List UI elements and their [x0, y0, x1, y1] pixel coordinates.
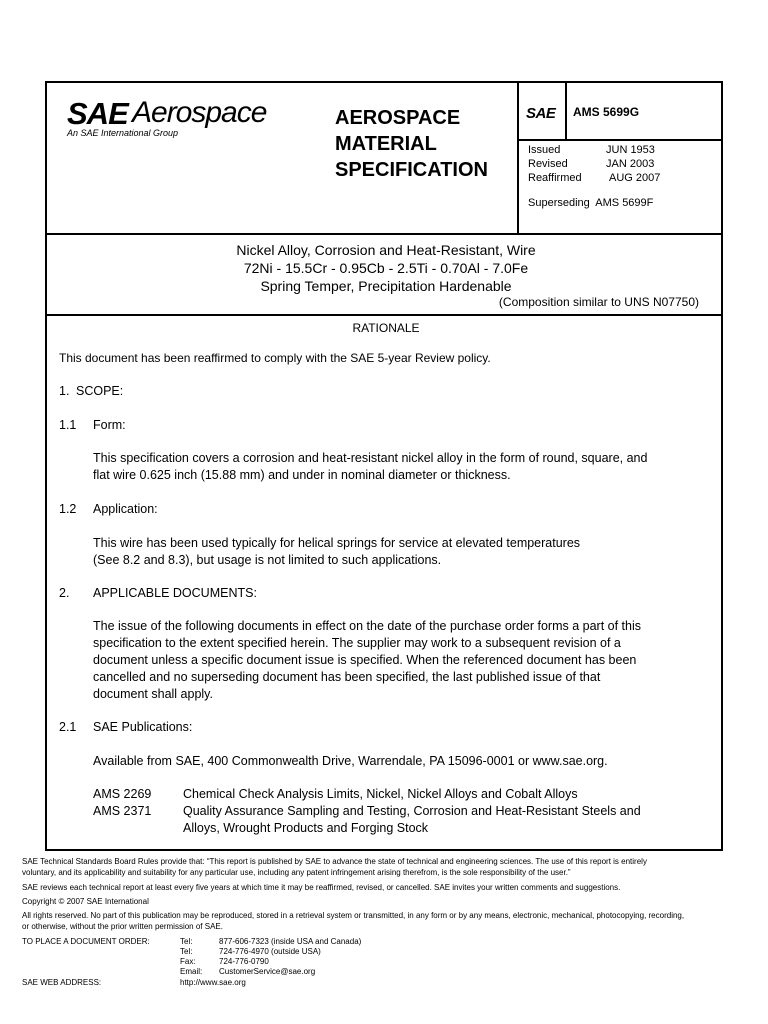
order-label: TO PLACE A DOCUMENT ORDER: [22, 937, 150, 946]
ams-2371-title: Quality Assurance Sampling and Testing, Corrosion and Heat-Resistant Steels and Alloys, Wrought Products and Forging Stock [183, 804, 641, 835]
header-divider-3 [517, 139, 723, 141]
section-2-title: APPLICABLE DOCUMENTS: [93, 586, 257, 600]
email-value[interactable]: CustomerService@sae.org [219, 967, 316, 976]
header-bottom-rule [47, 233, 723, 235]
subject-block: Nickel Alloy, Corrosion and Heat-Resistant, Wire 72Ni - 15.5Cr - 0.95Cb - 2.5Ti - 0.70Al - 7.0Fe Spring Temper, Precipitation Hardenable [236, 242, 536, 294]
spec-frame [45, 81, 723, 851]
section-1-title: SCOPE: [76, 384, 124, 398]
sae-logo: SAE [67, 96, 128, 131]
order-contact-block [22, 936, 746, 992]
rights-notice: All rights reserved. No part of this publication may be reproduced, stored in a retrieval system or transmitted, in any form or by any means, electronic, mechanical, photocopying, recording, or otherwise, without the prior written permission of SAE. [22, 911, 685, 931]
email-label: Email: [180, 967, 203, 976]
section-1-2-number: 1.2 [59, 502, 77, 516]
tel-outside-label: Tel: [180, 947, 193, 956]
copyright: Copyright © 2007 SAE International [22, 897, 149, 906]
section-1-number: 1. [59, 384, 70, 398]
fax-value: 724-776-0790 [219, 957, 269, 966]
superseding: Superseding AMS 5699F [528, 197, 654, 209]
section-2-1-title: SAE Publications: [93, 720, 193, 734]
section-1-1-text: This specification covers a corrosion and heat-resistant nickel alloy in the form of round, square, and flat wire 0.625 inch (15.88 mm) and under in nominal diameter or thickness. [93, 451, 648, 482]
revision-dates: Issued JUN 1953 Revised JAN 2003 Reaffirmed AUG 2007 [528, 144, 661, 184]
web-address-label: SAE WEB ADDRESS: [22, 978, 102, 987]
web-address-link[interactable]: http://www.sae.org [180, 978, 246, 987]
tel-inside-label: Tel: [180, 937, 193, 946]
document-title: AEROSPACE MATERIAL SPECIFICATION [335, 107, 488, 181]
ams-2269-code: AMS 2269 [93, 787, 152, 801]
section-1-2-title: Application: [93, 502, 158, 516]
rationale-heading: RATIONALE [352, 321, 420, 335]
tel-inside-value: 877-606-7323 (inside USA and Canada) [219, 937, 362, 946]
header-divider-1 [517, 83, 519, 234]
sae-small-logo: SAE [526, 105, 556, 122]
availability-text: Available from SAE, 400 Commonwealth Drive, Warrendale, PA 15096-0001 or www.sae.org. [93, 754, 608, 768]
aerospace-logo-text: Aerospace [132, 96, 267, 129]
fax-label: Fax: [180, 957, 196, 966]
subject-bottom-rule [47, 314, 723, 316]
standards-rules: SAE Technical Standards Board Rules provide that: “This report is published by SAE to advance the state of technical and engineering sciences. The use of this report is entirely voluntary, and its applicability and suitability for any particular use, including any patent infringement arising therefrom, is the sole responsibility of the user.” [22, 857, 647, 877]
header-divider-2 [565, 83, 567, 140]
section-1-2-text: This wire has been used typically for helical springs for service at elevated temperatures (See 8.2 and 8.3), but usage is not limited to such applications. [93, 536, 581, 567]
logo-tagline: An SAE International Group [67, 128, 179, 138]
document-number: AMS 5699G [573, 105, 640, 119]
section-1-1-title: Form: [93, 418, 126, 432]
section-1-1-number: 1.1 [59, 418, 77, 432]
ams-2269-title: Chemical Check Analysis Limits, Nickel, Nickel Alloys and Cobalt Alloys [183, 787, 578, 801]
ams-2371-code: AMS 2371 [93, 804, 152, 818]
rationale-text: This document has been reaffirmed to comply with the SAE 5-year Review policy. [59, 351, 491, 365]
tel-outside-value: 724-776-4970 (outside USA) [219, 947, 321, 956]
section-2-number: 2. [59, 586, 70, 600]
section-2-text: The issue of the following documents in effect on the date of the purchase order forms a part of this specification to the extent specified herein. The supplier may work to a subsequent revision of a document unless a specific document issue is specified. When the referenced document has been cancelled and no superseding document has been specified, the last published issue of that document shall apply. [93, 619, 641, 701]
composition-note: (Composition similar to UNS N07750) [498, 295, 699, 309]
review-notice: SAE reviews each technical report at least every five years at which time it may be reaffirmed, revised, or cancelled. SAE invites your written comments and suggestions. [22, 883, 621, 892]
section-2-1-number: 2.1 [59, 720, 77, 734]
